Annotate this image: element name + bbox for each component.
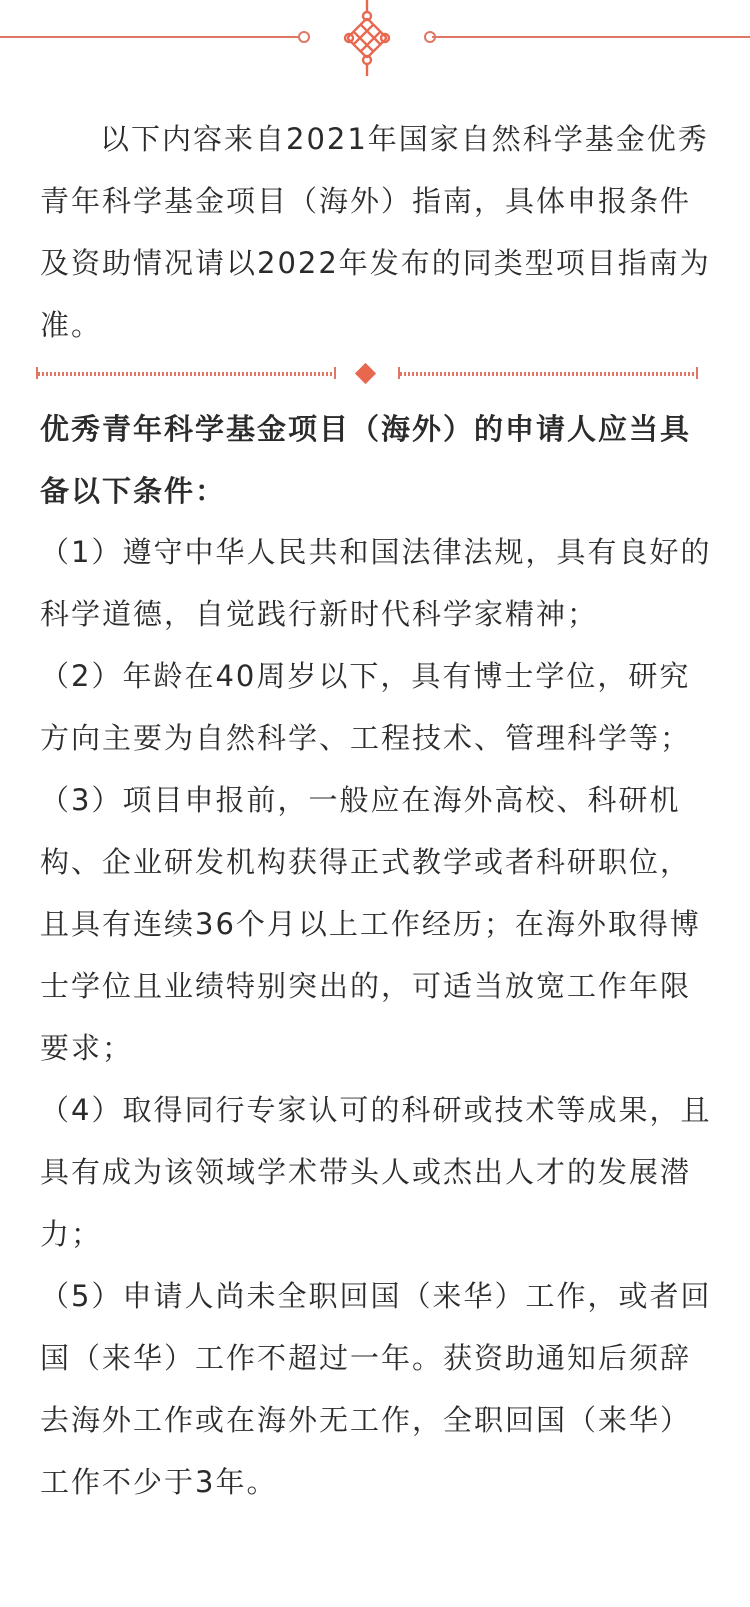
top-divider-right <box>432 36 750 38</box>
divider-dot-left <box>298 31 310 43</box>
chinese-knot-icon <box>340 0 394 78</box>
condition-item-4: （4）取得同行专家认可的科研或技术等成果，且具有成为该领域学术带头人或杰出人才的发展潜力； <box>40 1093 712 1251</box>
intro-paragraph: 以下内容来自2021年国家自然科学基金优秀青年科学基金项目（海外）指南，具体申报条件及资助情况请以2022年发布的同类型项目指南为准。 <box>40 122 711 342</box>
divider-cap-right <box>696 367 698 379</box>
condition-item-1: （1）遵守中华人民共和国法律法规，具有良好的科学道德，自觉践行新时代科学家精神； <box>40 535 712 631</box>
section-divider-left <box>38 372 334 376</box>
condition-item-5: （5）申请人尚未全职回国（来华）工作，或者回国（来华）工作不超过一年。获资助通知后须辞去海外工作或在海外无工作，全职回国（来华）工作不少于3年。 <box>40 1279 712 1499</box>
divider-cap-left-end <box>334 367 336 379</box>
section-heading: 优秀青年科学基金项目（海外）的申请人应当具备以下条件： <box>40 412 692 508</box>
diamond-icon <box>355 363 376 384</box>
conditions-list <box>40 521 712 1513</box>
top-divider-left <box>0 36 300 38</box>
section-divider-right <box>400 372 696 376</box>
condition-item-2: （2）年龄在40周岁以下，具有博士学位，研究方向主要为自然科学、工程技术、管理科学等； <box>40 659 692 755</box>
condition-item-3: （3）项目申报前，一般应在海外高校、科研机构、企业研发机构获得正式教学或者科研职位，且具有连续36个月以上工作经历；在海外取得博士学位且业绩特别突出的，可适当放宽工作年限要求； <box>40 783 701 1065</box>
